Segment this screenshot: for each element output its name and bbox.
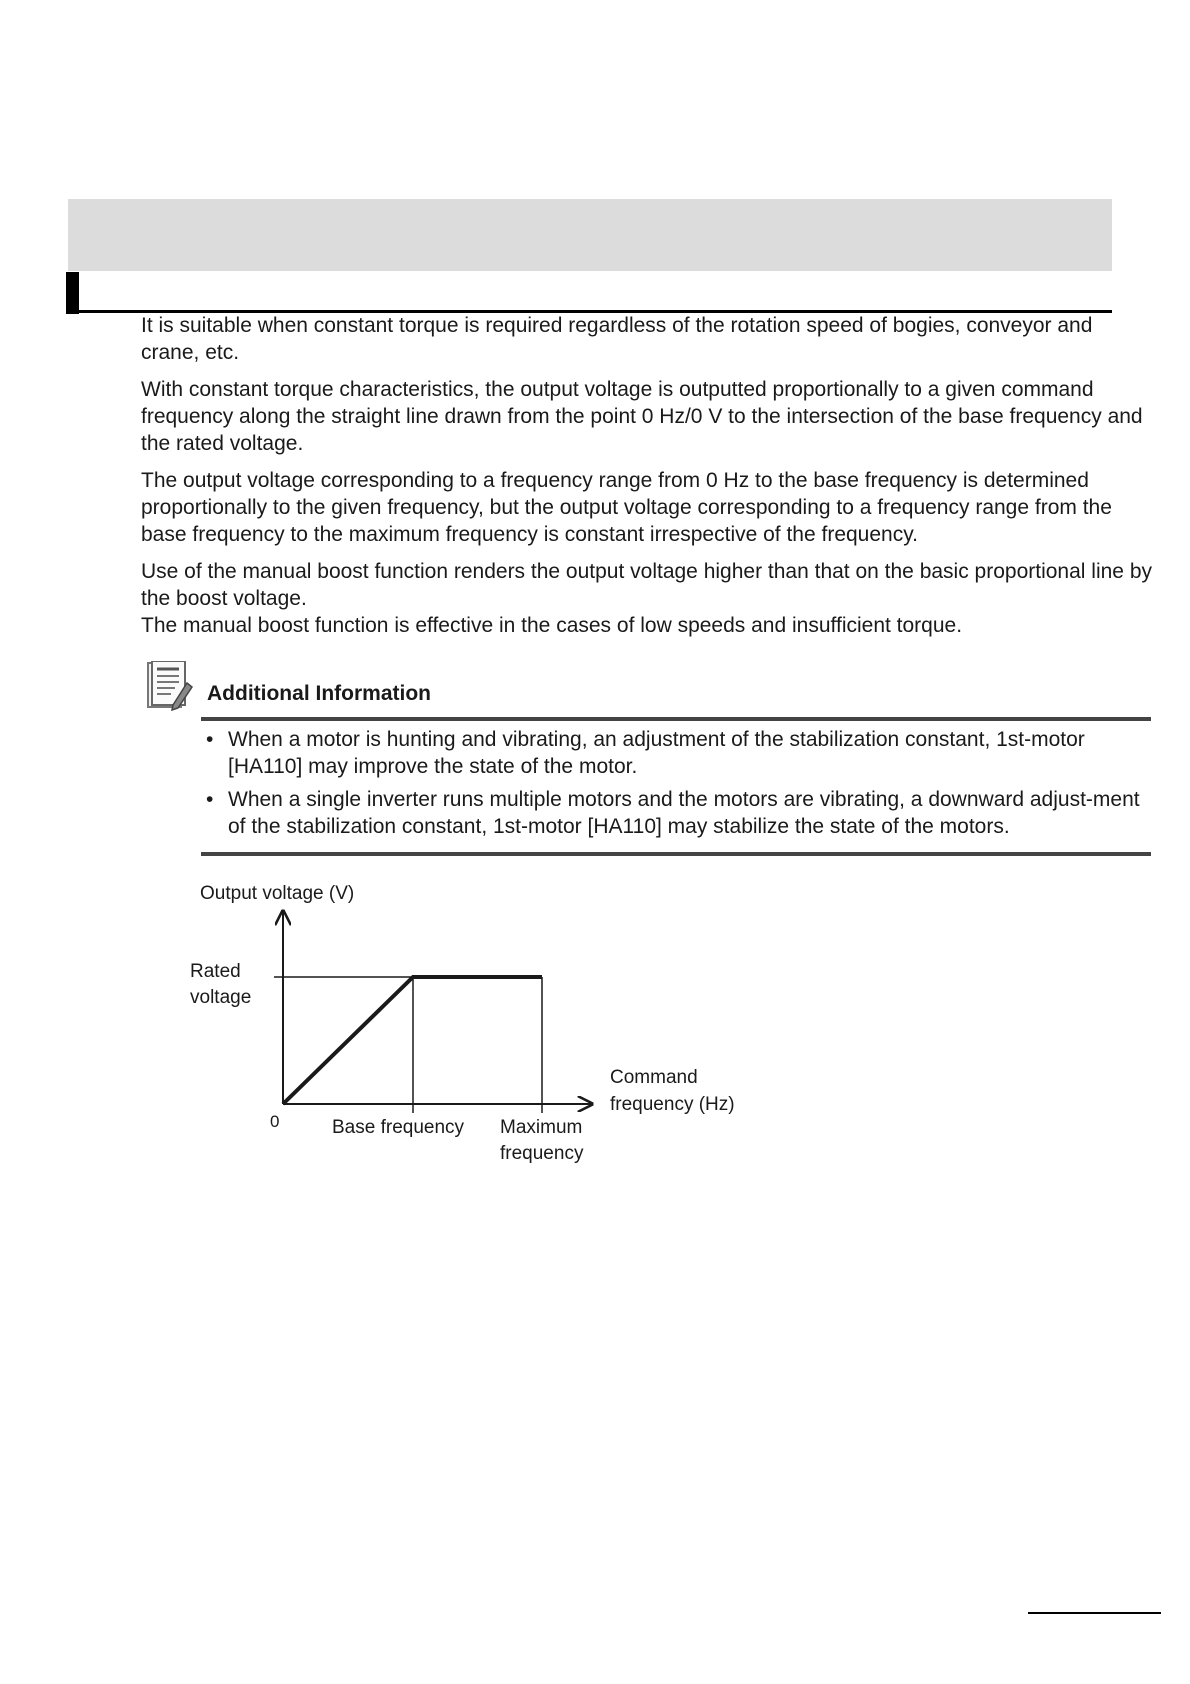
document-info-icon (147, 661, 193, 711)
paragraph-5: The manual boost function is effective in the cases of low speeds and insufficient torque. (141, 614, 963, 637)
bullet-marker: • (206, 788, 214, 811)
base-frequency-label: Base frequency (332, 1117, 465, 1138)
origin-label: 0 (270, 1112, 280, 1131)
x-axis-label-line-1: Command (610, 1067, 698, 1088)
vf-characteristic-chart (170, 875, 750, 1175)
bullet-marker: • (206, 728, 214, 751)
section-header-band (68, 199, 1112, 271)
rated-voltage-label-line-2: voltage (190, 987, 252, 1008)
paragraph-4: Use of the manual boost function renders the output voltage higher than that on the basic proportional line by the boost voltage. (141, 560, 1152, 610)
footer-rule (1028, 1612, 1161, 1614)
section-header-marker (66, 272, 79, 314)
body-text (141, 312, 1153, 649)
additional-info-title: Additional Information (207, 682, 431, 705)
y-axis-label: Output voltage (V) (200, 883, 355, 904)
list-item (206, 726, 1146, 780)
paragraph-3: The output voltage corresponding to a frequency range from 0 Hz to the base frequency is determined proportionally to the given frequency, but the output voltage corresponding to a frequency range from the base frequency to the maximum frequency is constant irrespective of the frequency. (141, 469, 1112, 546)
paragraph-2: With constant torque characteristics, the output voltage is outputted proportionally to a given command frequency along the straight line drawn from the point 0 Hz/0 V to the intersection of the base frequency and the rated voltage. (141, 378, 1143, 455)
additional-info-top-rule (201, 717, 1151, 721)
maximum-frequency-label-line-2: frequency (500, 1143, 584, 1164)
additional-info-list (206, 726, 1146, 846)
list-item-text: When a single inverter runs multiple motors and the motors are vibrating, a downward adjust-ment of the stabilization constant, 1st-motor [HA110] may stabilize the state of the motors. (228, 788, 1140, 838)
paragraph-1: It is suitable when constant torque is required regardless of the rotation speed of bogies, conveyor and crane, etc. (141, 314, 1093, 364)
x-axis-label-line-2: frequency (Hz) (610, 1094, 735, 1115)
rated-voltage-label-line-1: Rated (190, 961, 241, 982)
list-item (206, 786, 1146, 840)
list-item-text: When a motor is hunting and vibrating, an adjustment of the stabilization constant, 1st-motor [HA110] may improve the state of the motor. (228, 728, 1085, 778)
maximum-frequency-label-line-1: Maximum (500, 1117, 583, 1138)
additional-info-bottom-rule (201, 852, 1151, 856)
